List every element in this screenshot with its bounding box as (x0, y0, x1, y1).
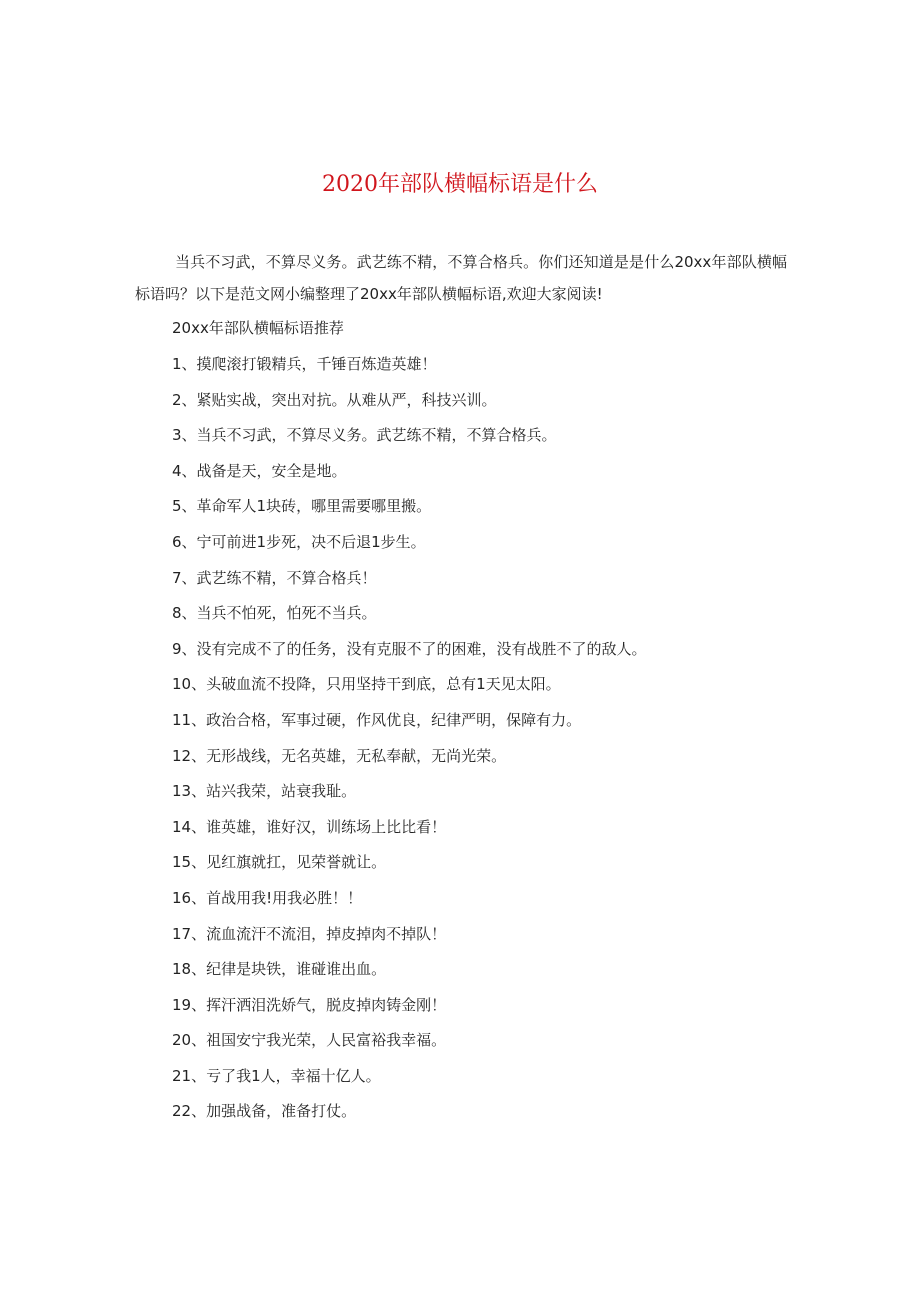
slogan-item: 14、谁英雄，谁好汉，训练场上比比看！ (172, 817, 447, 836)
slogan-item: 3、当兵不习武，不算尽义务。武艺练不精，不算合格兵。 (172, 426, 557, 445)
section-subheading: 20xx年部队横幅标语推荐 (172, 319, 344, 337)
slogan-item: 18、纪律是块铁，谁碰谁出血。 (172, 960, 387, 979)
slogan-item: 13、站兴我荣，站衰我耻。 (172, 782, 357, 801)
slogan-item: 17、流血流汗不流泪，掉皮掉肉不掉队！ (172, 924, 447, 943)
slogan-item: 21、亏了我1人，幸福十亿人。 (172, 1066, 381, 1085)
slogan-item: 9、没有完成不了的任务，没有克服不了的困难，没有战胜不了的敌人。 (172, 639, 647, 658)
slogan-item: 5、革命军人1块砖，哪里需要哪里搬。 (172, 497, 432, 516)
slogan-item: 6、宁可前进1步死，决不后退1步生。 (172, 532, 426, 551)
slogan-item: 19、挥汗洒泪洗娇气，脱皮掉肉铸金刚！ (172, 995, 447, 1014)
slogan-item: 11、政治合格，军事过硬，作风优良，纪律严明，保障有力。 (172, 710, 582, 729)
slogan-list (172, 352, 647, 1135)
slogan-item: 4、战备是天，安全是地。 (172, 461, 347, 480)
slogan-item: 2、紧贴实战，突出对抗。从难从严，科技兴训。 (172, 390, 497, 409)
slogan-item: 7、武艺练不精，不算合格兵！ (172, 568, 377, 587)
slogan-item: 1、摸爬滚打锻精兵，千锤百炼造英雄！ (172, 355, 437, 373)
slogan-item: 16、首战用我!用我必胜！！ (172, 888, 363, 907)
slogan-item: 22、加强战备，准备打仗。 (172, 1102, 357, 1121)
slogan-item: 8、当兵不怕死，怕死不当兵。 (172, 604, 377, 623)
slogan-item: 10、头破血流不投降，只用坚持干到底，总有1天见太阳。 (172, 675, 561, 694)
slogan-item: 15、见红旗就扛，见荣誉就让。 (172, 853, 387, 872)
slogan-item: 20、祖国安宁我光荣，人民富裕我幸福。 (172, 1031, 447, 1050)
slogan-item: 12、无形战线，无名英雄，无私奉献，无尚光荣。 (172, 746, 507, 765)
page-title: 2020年部队横幅标语是什么 (322, 172, 598, 197)
intro-paragraph: 当兵不习武，不算尽义务。武艺练不精，不算合格兵。你们还知道是是什么20xx年部队横幅标语吗？以下是范文网小编整理了20xx年部队横幅标语,欢迎大家阅读! (135, 253, 787, 303)
